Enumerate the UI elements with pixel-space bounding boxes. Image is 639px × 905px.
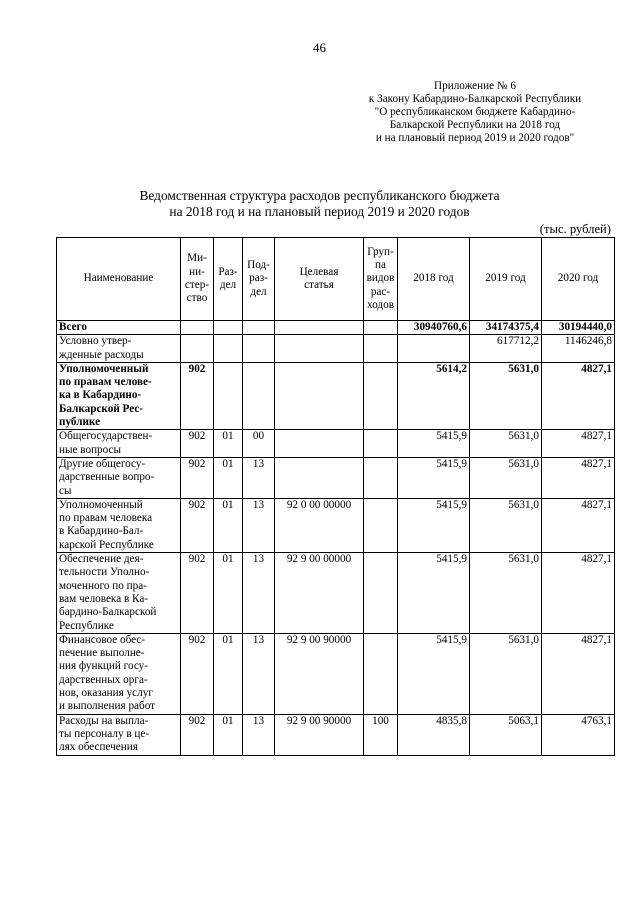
row-value-2020: 30194440,0: [542, 321, 615, 335]
table-row: [57, 335, 615, 363]
row-target-article: [275, 362, 364, 429]
row-ministry: 902: [181, 498, 214, 552]
row-expense-group: 100: [364, 714, 398, 755]
row-expense-group: [364, 430, 398, 458]
row-value-2018: 5415,9: [398, 430, 470, 458]
table-row: [57, 362, 615, 429]
row-name: Уполномоченный по правам человека в Кабардино-Бал- карской Республике: [57, 498, 181, 552]
row-expense-group: [364, 335, 398, 363]
row-subsection: [243, 335, 275, 363]
row-value-2020: 4827,1: [542, 633, 615, 714]
row-subsection: 13: [243, 457, 275, 498]
row-subsection: 00: [243, 430, 275, 458]
row-target-article: [275, 457, 364, 498]
row-value-2019: 5631,0: [470, 633, 542, 714]
row-value-2020: 4827,1: [542, 498, 615, 552]
row-value-2018: [398, 335, 470, 363]
table-body: [57, 321, 615, 756]
row-value-2020: 4827,1: [542, 553, 615, 634]
appendix-line: Приложение № 6: [434, 80, 516, 92]
row-value-2018: 5415,9: [398, 633, 470, 714]
row-section: [214, 362, 243, 429]
appendix-line: Балкарской Республики на 2018 год: [389, 119, 561, 131]
row-value-2018: 5415,9: [398, 553, 470, 634]
row-value-2018: 5614,2: [398, 362, 470, 429]
row-expense-group: [364, 321, 398, 335]
table-row: [57, 633, 615, 714]
header-expense-group: Груп- па видов рас- ходов: [364, 238, 398, 321]
header-name: Наименование: [57, 238, 181, 321]
row-value-2019: 5631,0: [470, 498, 542, 552]
header-ministry: Ми- ни- стер- ство: [181, 238, 214, 321]
row-value-2020: 4763,1: [542, 714, 615, 755]
row-name: Всего: [57, 321, 181, 335]
row-value-2019: 34174375,4: [470, 321, 542, 335]
row-subsection: 13: [243, 633, 275, 714]
row-value-2018: 5415,9: [398, 498, 470, 552]
document-title: [0, 188, 639, 220]
row-name: Общегосударствен- ные вопросы: [57, 430, 181, 458]
row-value-2019: 5631,0: [470, 457, 542, 498]
table-row: [57, 457, 615, 498]
row-target-article: 92 0 00 00000: [275, 498, 364, 552]
appendix-note: [330, 80, 620, 145]
row-target-article: [275, 321, 364, 335]
row-name: Финансовое обес- печение выполне- ния функций госу- дарственных орга- нов, оказания услуг и выполнения работ: [57, 633, 181, 714]
row-name: Другие общегосу- дарственные вопро- сы: [57, 457, 181, 498]
header-section: Раз- дел: [214, 238, 243, 321]
row-target-article: 92 9 00 00000: [275, 553, 364, 634]
row-value-2019: 5063,1: [470, 714, 542, 755]
table-header-row: [57, 238, 615, 321]
row-ministry: 902: [181, 457, 214, 498]
title-line: на 2018 год и на плановый период 2019 и 2020 годов: [169, 204, 470, 219]
units-label: (тыс. рублей): [539, 222, 611, 236]
row-expense-group: [364, 553, 398, 634]
table-row: [57, 714, 615, 755]
row-target-article: [275, 430, 364, 458]
row-ministry: 902: [181, 633, 214, 714]
appendix-line: "О республиканском бюджете Кабардино-: [374, 106, 576, 118]
row-value-2018: 30940760,6: [398, 321, 470, 335]
row-section: 01: [214, 430, 243, 458]
row-value-2019: 5631,0: [470, 553, 542, 634]
header-2019: 2019 год: [470, 238, 542, 321]
row-ministry: 902: [181, 714, 214, 755]
appendix-line: к Закону Кабардино-Балкарской Республики: [368, 93, 582, 105]
row-section: 01: [214, 553, 243, 634]
row-subsection: [243, 362, 275, 429]
row-value-2019: 5631,0: [470, 362, 542, 429]
row-value-2018: 5415,9: [398, 457, 470, 498]
table-row: [57, 498, 615, 552]
row-subsection: 13: [243, 498, 275, 552]
table-row: [57, 430, 615, 458]
header-2018: 2018 год: [398, 238, 470, 321]
row-section: [214, 321, 243, 335]
row-section: [214, 335, 243, 363]
page-number: 46: [313, 40, 326, 55]
row-name: Уполномоченный по правам челове- ка в Кабардино- Балкарской Рес- публике: [57, 362, 181, 429]
row-value-2019: 5631,0: [470, 430, 542, 458]
row-section: 01: [214, 633, 243, 714]
row-name: Обеспечение дея- тельности Уполно- моченного по пра- вам человека в Ка- бардино-Балкарской Республике: [57, 553, 181, 634]
row-expense-group: [364, 457, 398, 498]
table-row: [57, 553, 615, 634]
appendix-line: и на плановый период 2019 и 2020 годов": [375, 132, 575, 144]
row-value-2019: 617712,2: [470, 335, 542, 363]
row-expense-group: [364, 362, 398, 429]
header-subsection: Под- раз- дел: [243, 238, 275, 321]
row-ministry: 902: [181, 430, 214, 458]
row-subsection: 13: [243, 714, 275, 755]
row-ministry: [181, 321, 214, 335]
row-section: 01: [214, 498, 243, 552]
row-section: 01: [214, 457, 243, 498]
header-2020: 2020 год: [542, 238, 615, 321]
table-row: [57, 321, 615, 335]
row-target-article: 92 9 00 90000: [275, 633, 364, 714]
row-expense-group: [364, 498, 398, 552]
row-ministry: 902: [181, 553, 214, 634]
row-subsection: [243, 321, 275, 335]
row-target-article: 92 9 00 90000: [275, 714, 364, 755]
row-subsection: 13: [243, 553, 275, 634]
header-target-article: Целевая статья: [275, 238, 364, 321]
row-ministry: [181, 335, 214, 363]
row-value-2018: 4835,8: [398, 714, 470, 755]
row-value-2020: 4827,1: [542, 362, 615, 429]
row-value-2020: 1146246,8: [542, 335, 615, 363]
row-ministry: 902: [181, 362, 214, 429]
row-name: Условно утвер- жденные расходы: [57, 335, 181, 363]
row-name: Расходы на выпла- ты персоналу в це- лях обеспечения: [57, 714, 181, 755]
budget-table: [56, 237, 615, 756]
row-section: 01: [214, 714, 243, 755]
row-value-2020: 4827,1: [542, 430, 615, 458]
title-line: Ведомственная структура расходов республиканского бюджета: [139, 188, 500, 203]
row-target-article: [275, 335, 364, 363]
row-value-2020: 4827,1: [542, 457, 615, 498]
row-expense-group: [364, 633, 398, 714]
